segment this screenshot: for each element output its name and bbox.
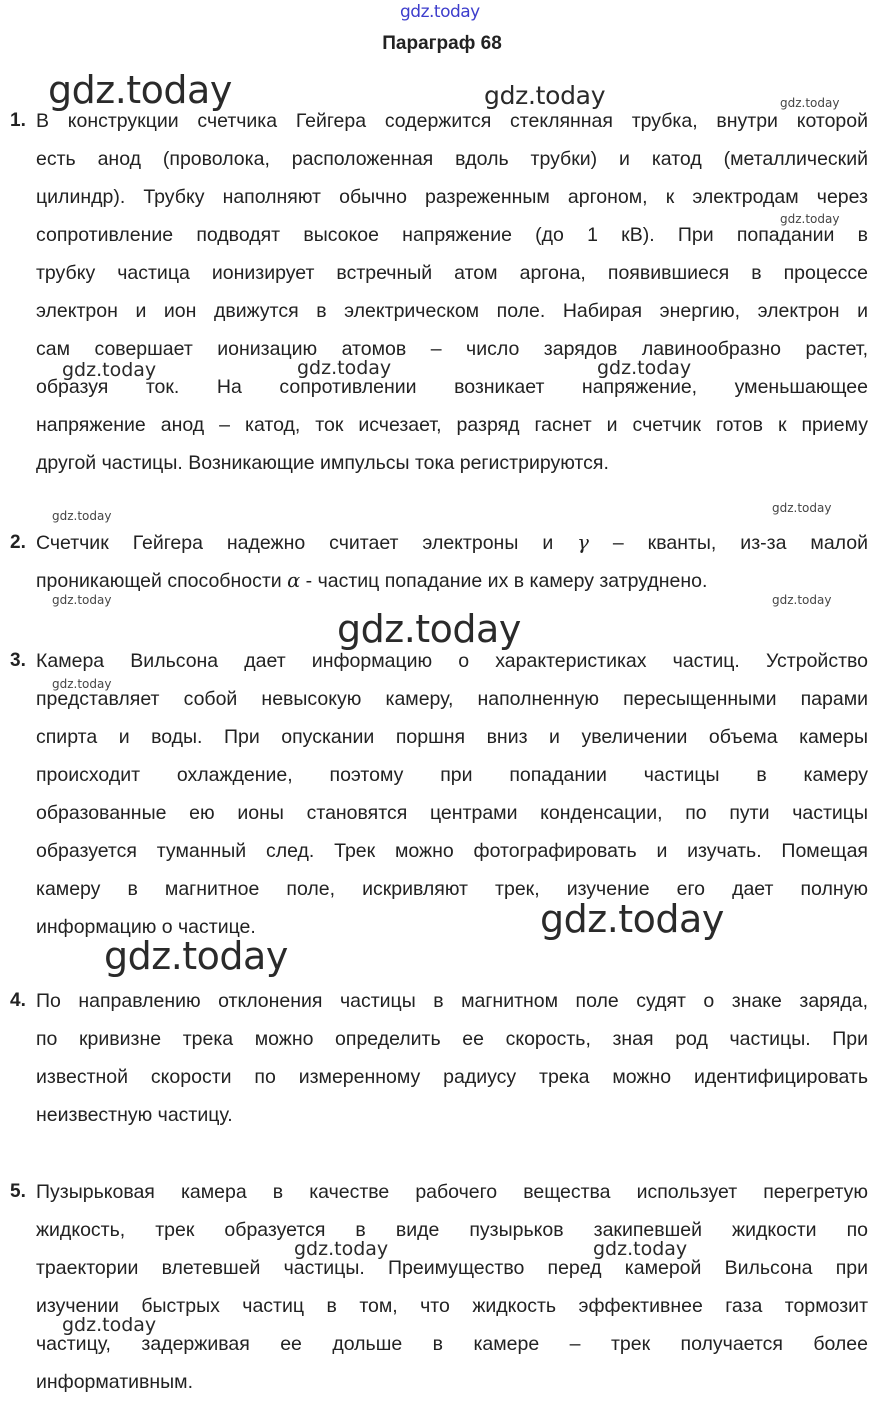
text-line: образуя ток. На сопротивлении возникает напряжение, уменьшающее bbox=[36, 376, 868, 398]
text-line: представляет собой невысокую камеру, наполненную пересыщенными парами bbox=[36, 688, 868, 710]
text-line: В конструкции счетчика Гейгера содержится стеклянная трубка, внутри которой bbox=[36, 110, 868, 132]
text-line: Камера Вильсона дает информацию о характеристиках частиц. Устройство bbox=[36, 650, 868, 672]
text-line: образуется туманный след. Трек можно фотографировать и изучать. Помещая bbox=[36, 840, 868, 862]
item-text bbox=[36, 524, 868, 600]
item-text bbox=[36, 982, 868, 1134]
watermark: gdz.today bbox=[48, 68, 232, 112]
watermark: gdz.today bbox=[337, 607, 521, 651]
text-line: есть анод (проволока, расположенная вдоль трубки) и катод (металлический bbox=[36, 148, 868, 170]
text-line: по кривизне трека можно определить ее скорость, зная род частицы. При bbox=[36, 1028, 868, 1050]
item-number: 3. bbox=[10, 650, 26, 671]
text-line: происходит охлаждение, поэтому при попадании частицы в камеру bbox=[36, 764, 868, 786]
text-line bbox=[36, 524, 868, 562]
watermark: gdz.today bbox=[780, 212, 840, 226]
text-line: сам совершает ионизацию атомов – число зарядов лавинообразно растет, bbox=[36, 338, 868, 360]
site-logo[interactable]: gdz.today bbox=[400, 2, 480, 22]
text-line: трубку частица ионизирует встречный атом аргона, появившиеся в процессе bbox=[36, 262, 868, 284]
text-line: сопротивление подводят высокое напряжение (до 1 кВ). При попадании в bbox=[36, 224, 868, 246]
watermark: gdz.today bbox=[297, 357, 392, 379]
watermark: gdz.today bbox=[52, 677, 112, 691]
watermark: gdz.today bbox=[52, 509, 112, 523]
watermark: gdz.today bbox=[772, 593, 832, 607]
text-line: Пузырьковая камера в качестве рабочего вещества использует перегретую bbox=[36, 1181, 868, 1203]
item-text bbox=[36, 102, 868, 482]
watermark: gdz.today bbox=[780, 96, 840, 110]
text-line: неизвестную частицу. bbox=[36, 1104, 233, 1126]
text-fragment: - частиц попадание их в камеру затруднено. bbox=[300, 570, 708, 592]
item-number: 1. bbox=[10, 110, 26, 131]
text-line: информацию о частице. bbox=[36, 916, 256, 938]
text-line: спирта и воды. При опускании поршня вниз и увеличении объема камеры bbox=[36, 726, 868, 748]
item-number: 4. bbox=[10, 990, 26, 1011]
watermark: gdz.today bbox=[104, 934, 288, 978]
text-fragment: проникающей способности bbox=[36, 570, 288, 592]
item-text bbox=[36, 1173, 868, 1401]
watermark: gdz.today bbox=[62, 359, 157, 381]
text-fragment: Счетчик Гейгера надежно считает электроны и bbox=[36, 532, 578, 554]
text-line: образованные ею ионы становятся центрами конденсации, по пути частицы bbox=[36, 802, 868, 824]
text-line: электрон и ион движутся в электрическом поле. Набирая энергию, электрон и bbox=[36, 300, 868, 322]
text-line: частицу, задерживая ее дольше в камере – трек получается более bbox=[36, 1333, 868, 1355]
item-number: 2. bbox=[10, 532, 26, 553]
gamma-symbol: γ bbox=[577, 531, 589, 554]
text-line: цилиндр). Трубку наполняют обычно разреженным аргоном, к электродам через bbox=[36, 186, 868, 208]
text-line: напряжение анод – катод, ток исчезает, разряд гаснет и счетчик готов к приему bbox=[36, 414, 868, 436]
watermark: gdz.today bbox=[52, 593, 112, 607]
watermark: gdz.today bbox=[593, 1238, 688, 1260]
watermark: gdz.today bbox=[62, 1314, 157, 1336]
watermark: gdz.today bbox=[294, 1238, 389, 1260]
text-line: траектории влетевшей частицы. Преимущество перед камерой Вильсона при bbox=[36, 1257, 868, 1279]
text-line: известной скорости по измеренному радиусу трека можно идентифицировать bbox=[36, 1066, 868, 1088]
text-line: изучении быстрых частиц в том, что жидкость эффективнее газа тормозит bbox=[36, 1295, 868, 1317]
watermark: gdz.today bbox=[597, 357, 692, 379]
text-line: другой частицы. Возникающие импульсы тока регистрируются. bbox=[36, 452, 609, 474]
watermark: gdz.today bbox=[540, 897, 724, 941]
text-line bbox=[36, 562, 868, 600]
text-line: По направлению отклонения частицы в магнитном поле судят о знаке заряда, bbox=[36, 990, 868, 1012]
text-line: жидкость, трек образуется в виде пузырьков закипевшей жидкости по bbox=[36, 1219, 868, 1241]
item-number: 5. bbox=[10, 1181, 26, 1202]
text-line: информативным. bbox=[36, 1371, 194, 1393]
page-title: Параграф 68 bbox=[382, 33, 502, 54]
text-line: камеру в магнитное поле, искривляют трек, изучение его дает полную bbox=[36, 878, 868, 900]
item-text bbox=[36, 642, 868, 946]
watermark: gdz.today bbox=[772, 501, 832, 515]
text-fragment: – кванты, из-за малой bbox=[588, 532, 868, 554]
alpha-symbol: α bbox=[287, 569, 301, 592]
watermark: gdz.today bbox=[484, 81, 606, 110]
